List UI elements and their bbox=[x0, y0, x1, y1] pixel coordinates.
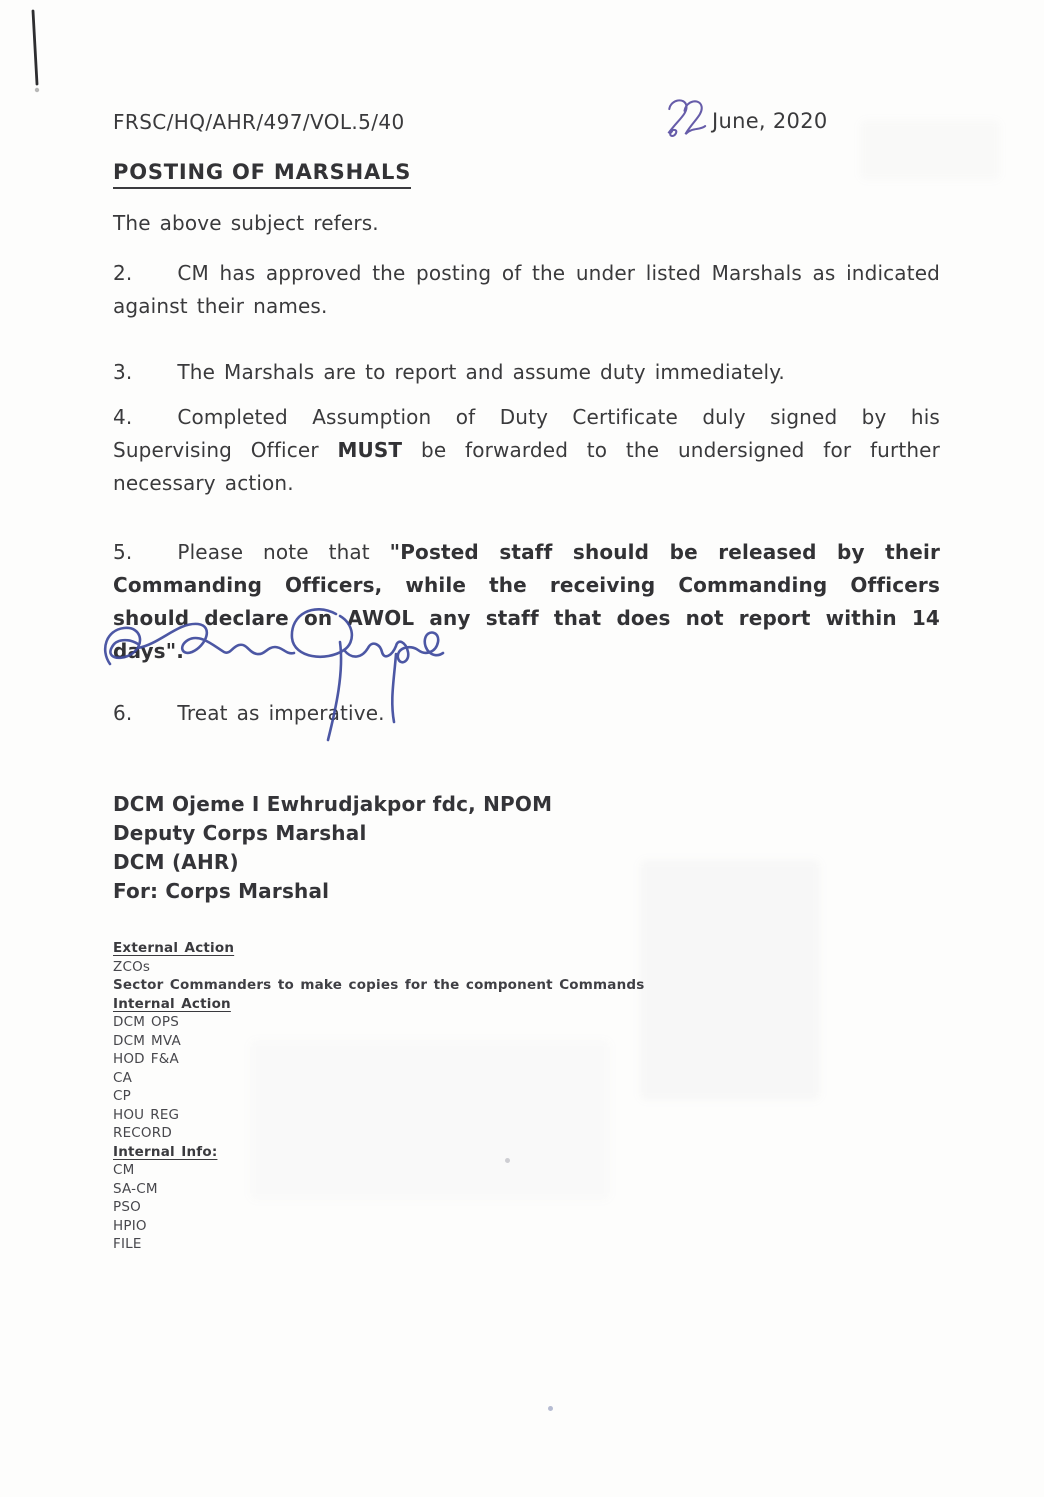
paragraph-3 bbox=[113, 356, 940, 389]
para-number: 2. bbox=[113, 261, 133, 285]
distribution-item: DCM OPS bbox=[113, 1014, 179, 1030]
paragraph-5 bbox=[113, 536, 940, 668]
para-number: 5. bbox=[113, 540, 133, 564]
emphasis-quote: "Posted staff should be released by their Commanding Officers, while the receiving Commanding Officers should declare on AWOL any staff that does not report within 14 days". bbox=[113, 540, 940, 663]
para-number: 3. bbox=[113, 360, 133, 384]
signatory-name: DCM Ojeme I Ewhrudjakpor fdc, NPOM bbox=[113, 792, 553, 816]
distribution-item: CP bbox=[113, 1088, 131, 1104]
paragraph-2 bbox=[113, 257, 940, 323]
distribution-header: Internal Action bbox=[113, 995, 231, 1012]
para-text: Completed Assumption of Duty Certificate duly signed by his Supervising Officer bbox=[113, 405, 940, 462]
distribution-header: Internal Info: bbox=[113, 1143, 218, 1160]
scan-speck bbox=[548, 1406, 553, 1411]
paragraph-4 bbox=[113, 401, 940, 500]
intro-line: The above subject refers. bbox=[113, 211, 379, 235]
signature-block bbox=[113, 790, 940, 906]
distribution-item: ZCOs bbox=[113, 958, 151, 975]
distribution-note: Sector Commanders to make copies for the component Commands bbox=[113, 977, 645, 993]
distribution-list bbox=[113, 939, 940, 1254]
letter-date bbox=[663, 100, 828, 142]
letter-header bbox=[113, 110, 940, 146]
printed-date: June, 2020 bbox=[712, 109, 828, 133]
distribution-item: HOU REG bbox=[113, 1106, 180, 1123]
emphasis-must: MUST bbox=[337, 438, 403, 462]
distribution-item: PSO bbox=[113, 1199, 141, 1215]
signatory-rank: Deputy Corps Marshal bbox=[113, 821, 367, 845]
handwritten-day-22 bbox=[663, 94, 715, 142]
para-text: CM has approved the posting of the under listed Marshals as indicated against their names. bbox=[113, 261, 940, 318]
para-number: 4. bbox=[113, 405, 133, 429]
para-number: 6. bbox=[113, 701, 133, 725]
para-text: be forwarded to the undersigned for further necessary action. bbox=[113, 438, 940, 495]
distribution-item: SA-CM bbox=[113, 1180, 158, 1197]
distribution-item: CM bbox=[113, 1162, 135, 1178]
subject-title: POSTING OF MARSHALS bbox=[113, 160, 411, 189]
paragraph-6 bbox=[113, 697, 940, 730]
signatory-appointment: DCM (AHR) bbox=[113, 850, 239, 874]
distribution-item: DCM MVA bbox=[113, 1032, 181, 1049]
distribution-item: HPIO bbox=[113, 1217, 147, 1234]
para-text: The Marshals are to report and assume duty immediately. bbox=[177, 360, 785, 384]
distribution-item: HOD F&A bbox=[113, 1051, 179, 1067]
distribution-header: External Action bbox=[113, 940, 235, 956]
distribution-item: RECORD bbox=[113, 1125, 172, 1141]
signatory-for: For: Corps Marshal bbox=[113, 879, 330, 903]
para-text: Treat as imperative. bbox=[177, 701, 385, 725]
distribution-item: CA bbox=[113, 1069, 133, 1086]
para-text: Please note that bbox=[177, 540, 390, 564]
reference-number: FRSC/HQ/AHR/497/VOL.5/40 bbox=[113, 110, 405, 134]
distribution-item: FILE bbox=[113, 1236, 142, 1252]
